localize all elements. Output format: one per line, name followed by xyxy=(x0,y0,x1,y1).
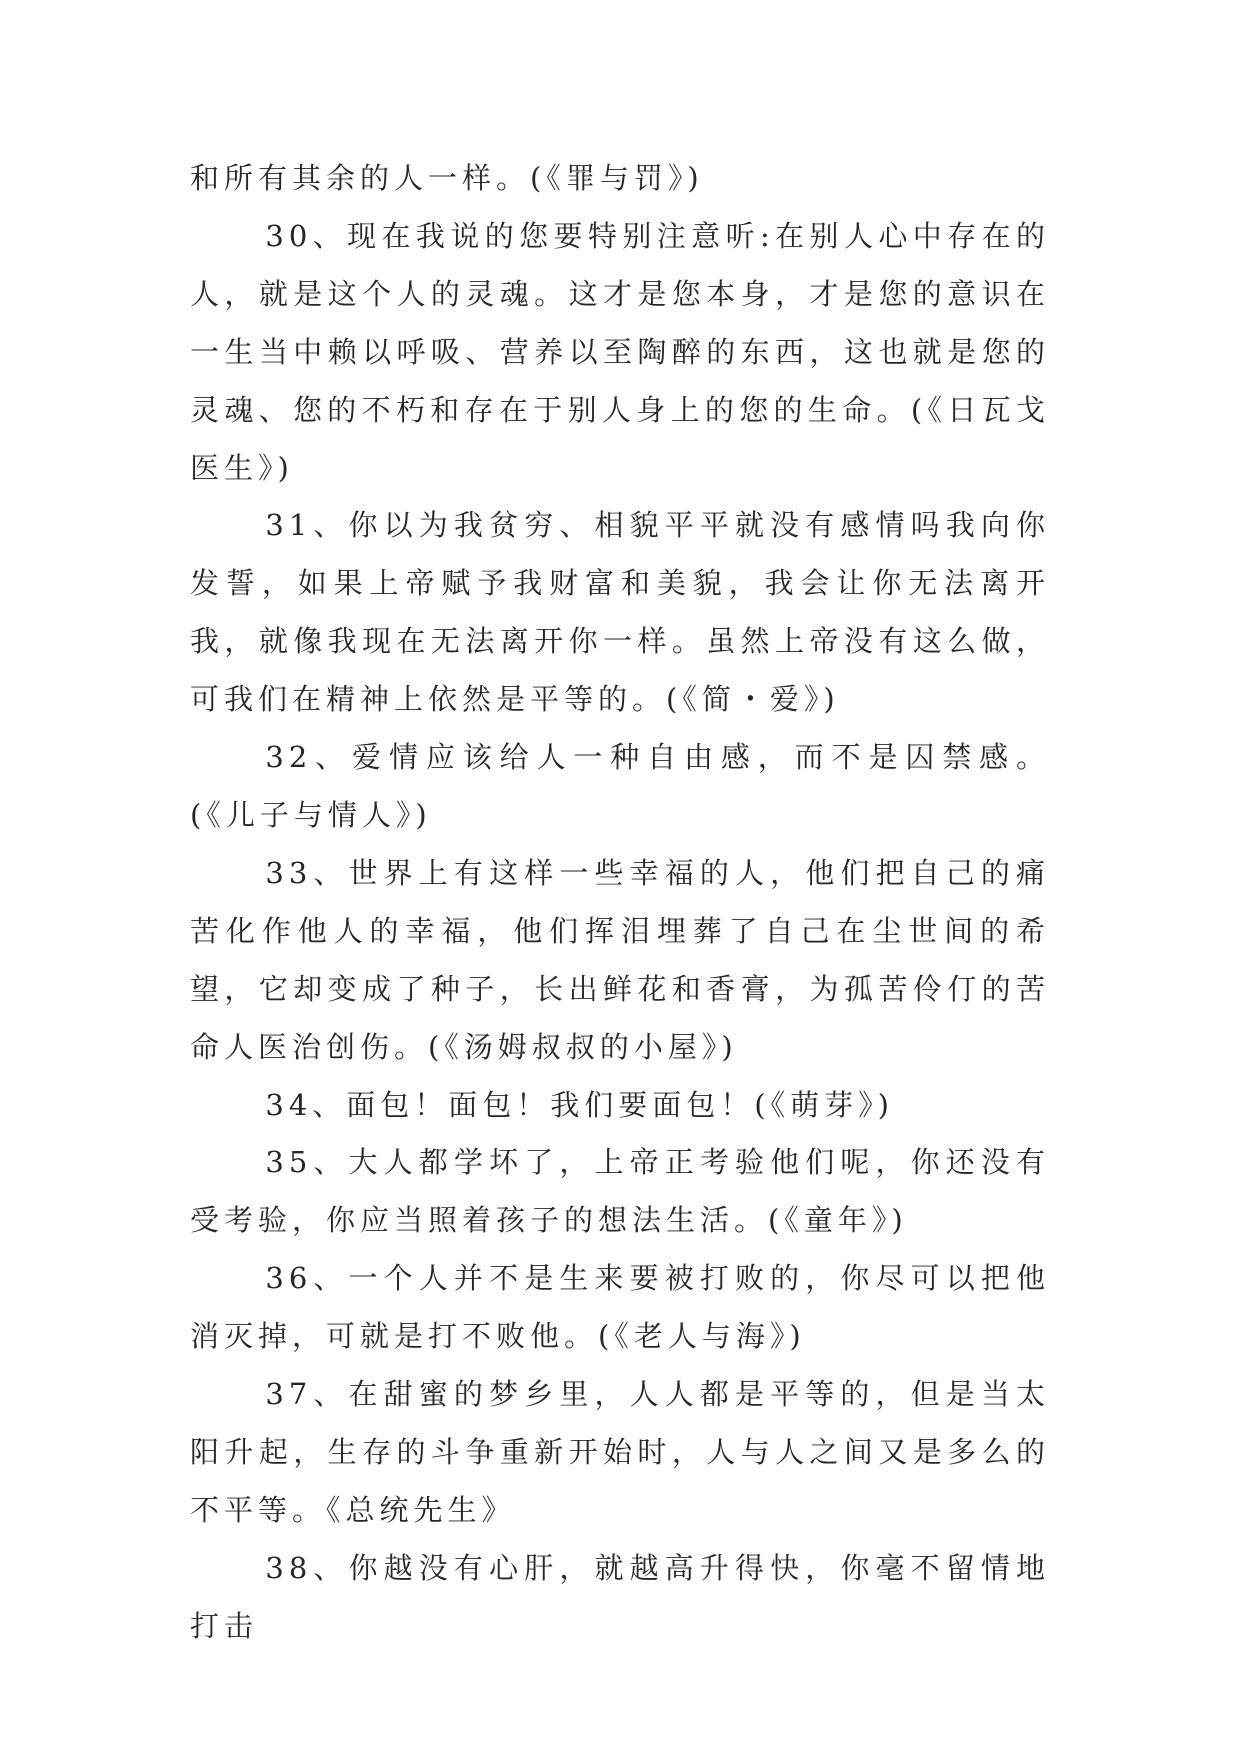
paragraph-quote-36: 36、一个人并不是生来要被打败的，你尽可以把他消灭掉，可就是打不败他。(《老人与海》) xyxy=(190,1261,1050,1354)
document-body xyxy=(190,150,1050,1656)
paragraph-quote-38: 38、你越没有心肝，就越高升得快，你毫不留情地打击 xyxy=(190,1550,1050,1643)
paragraph-continuation: 和所有其余的人一样。(《罪与罚》) xyxy=(190,161,704,195)
paragraph-quote-35: 35、大人都学坏了，上帝正考验他们呢，你还没有受考验，你应当照着孩子的想法生活。(《童年》) xyxy=(190,1145,1050,1238)
paragraph-quote-32: 32、爱情应该给人一种自由感，而不是囚禁感。(《儿子与情人》) xyxy=(190,740,1050,832)
paragraph-quote-34: 34、面包！面包！我们要面包！(《萌芽》) xyxy=(265,1087,894,1122)
paragraph-quote-31: 31、你以为我贫穷、相貌平平就没有感情吗我向你发誓，如果上帝赋予我财富和美貌，我会让你无法离开我，就像我现在无法离开你一样。虽然上帝没有这么做，可我们在精神上依然是平等的。(《简・爱》) xyxy=(190,508,1050,717)
paragraph-quote-37: 37、在甜蜜的梦乡里，人人都是平等的，但是当太阳升起，生存的斗争重新开始时，人与人之间又是多么的不平等。《总统先生》 xyxy=(190,1377,1050,1527)
paragraph-quote-30: 30、现在我说的您要特别注意听:在别人心中存在的人，就是这个人的灵魂。这才是您本身，才是您的意识在一生当中赖以呼吸、营养以至陶醉的东西，这也就是您的灵魂、您的不朽和存在于别人身上的您的生命。(《日瓦戈医生》) xyxy=(190,218,1050,485)
paragraph-quote-33: 33、世界上有这样一些幸福的人，他们把自己的痛苦化作他人的幸福，他们挥泪埋葬了自己在尘世间的希望，它却变成了种子，长出鲜花和香膏，为孤苦伶仃的苦命人医治创伤。(《汤姆叔叔的小屋》) xyxy=(190,855,1050,1064)
